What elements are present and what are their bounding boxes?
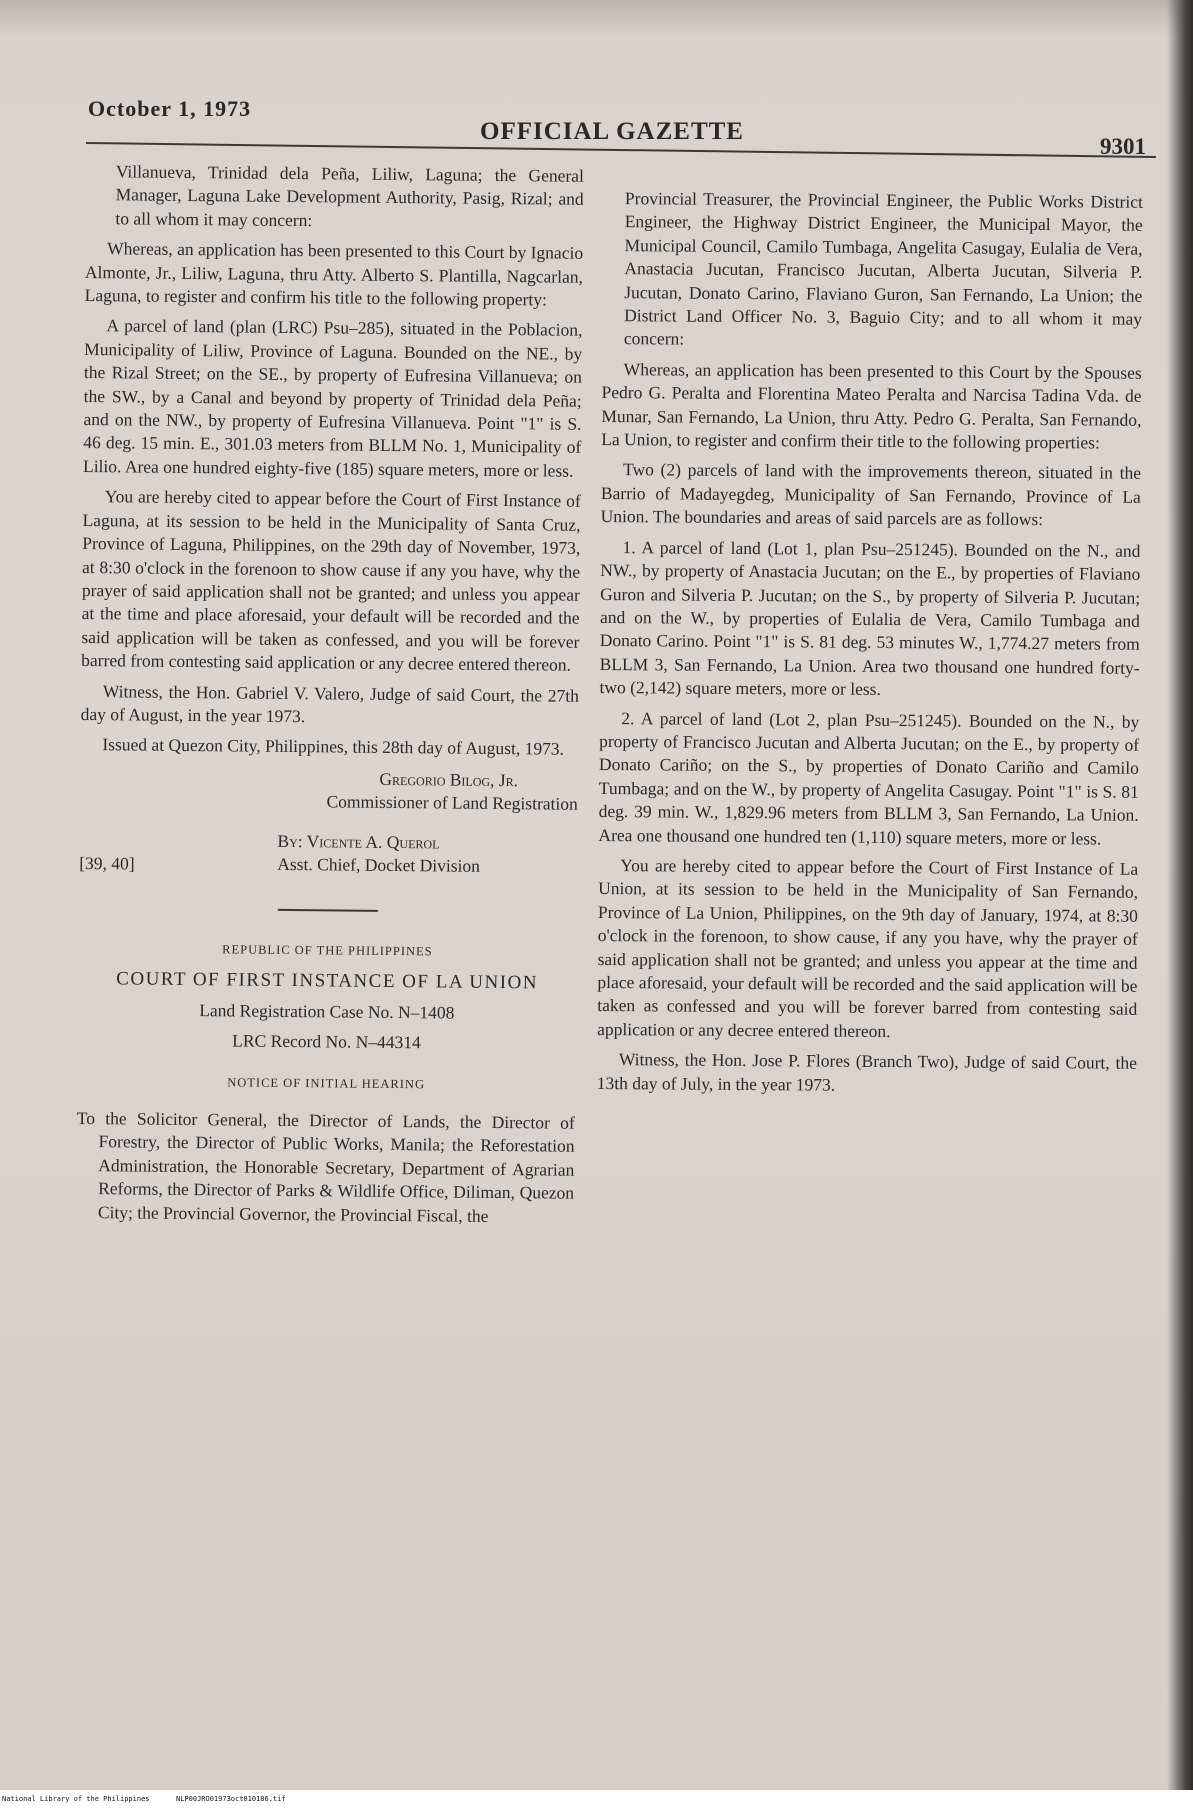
- signer-name: Gregorio Bilog, Jr.: [379, 768, 519, 790]
- issued-paragraph: Issued at Quezon City, Philippines, this 28th day of August, 1973.: [102, 734, 565, 759]
- scan-filename: NLP00JRO01973oct010186.tif: [176, 1795, 286, 1803]
- issue-reference: [39, 40]: [79, 852, 135, 874]
- issue-date: October 1, 1973: [88, 96, 252, 121]
- whereas-paragraph-right: Whereas, an application has been presented to this Court by the Spouses Pedro G. Peralta and Florentina Mateo Peralta and Narcisa Tadina Vda. de Munar, San Fernando, La Union, thru Atty. Pedro G. Peralta, San Fernando, La Union, to register and confirm their title to the following properties:: [601, 358, 1142, 453]
- scan-right-edge: [1167, 0, 1193, 1790]
- gazette-title: OFFICIAL GAZETTE: [480, 118, 744, 145]
- parcels-intro: Two (2) parcels of land with the improvements thereon, situated in the Barrio of Madayegdeg, Municipality of San Fernando, Province of La Union. The boundaries and areas of said parcels are as follows:: [600, 459, 1142, 530]
- parcel-1-description: 1. A parcel of land (Lot 1, plan Psu–251245). Bounded on the N., and NW., by property of Anastacia Jucutan; on the E., by properties of Flaviano Guron and Silveria P. Jucutan; on the S., by property of Silveria P. Jucutan; and on the W., by properties of Eulalia de Vera, Camilo Tumbaga and Donato Carino. Point "1" is S. 81 deg. 53 minutes W., 1,774.27 meters from BLLM 3, San Fernando, La Union. Area two thousand one hundred forty-two (2,142) square meters, more or less.: [599, 536, 1141, 700]
- page-number: 9301: [1100, 134, 1146, 159]
- notice-heading: NOTICE OF INITIAL HEARING: [227, 1074, 426, 1091]
- lrc-record: LRC Record No. N–44314: [232, 1030, 421, 1053]
- scan-footer: [0, 1790, 1193, 1808]
- byline-signer: [277, 829, 577, 879]
- court-heading: COURT OF FIRST INSTANCE OF LA UNION: [116, 968, 539, 994]
- witness-paragraph: Witness, the Hon. Gabriel V. Valero, Judge of said Court, the 27th day of August, in the year 1973.: [80, 680, 579, 727]
- byline-name: By: Vicente A. Querol: [277, 830, 440, 852]
- witness-paragraph-right: Witness, the Hon. Jose P. Flores (Branch Two), Judge of said Court, the 13th day of July, in the year 1973.: [596, 1049, 1137, 1095]
- property-description: A parcel of land (plan (LRC) Psu–285), situated in the Poblacion, Municipality of Liliw, Province of Laguna. Bounded on the NE., by the Rizal Street; on the SE., by property of Eufresina Villanueva; on the SW., by a Canal and beyond by property of Trinidad dela Peña; and on the NW., by property of Eufresina Villanueva. Point "1" is S. 46 deg. 15 min. E., 301.03 meters from BLLM No. 1, Municipality of Lilio. Area one hundred eighty-five (185) square meters, more or less.: [82, 315, 583, 481]
- republic-heading: REPUBLIC OF THE PHILIPPINES: [222, 942, 433, 959]
- citation-paragraph-right: You are hereby cited to appear before the Court of First Instance of La Union, at its session to be held in the Municipality of San Fernando, Province of La Union, Philippines, on the 9th day of January, 1974, at 8:30 o'clock in the forenoon, to show cause, if any you have, why the prayer of said application shall not be granted; and unless you appear at the time and place aforesaid, your default will be recorded and the said application will be taken as confessed and you will be forever barred from contesting said application or any decree entered thereon.: [597, 855, 1139, 1041]
- left-column: [76, 160, 584, 1236]
- library-credit: National Library of the Philippines: [2, 1795, 150, 1803]
- byline-block: [79, 828, 577, 880]
- signature-block: [80, 765, 578, 817]
- right-column: [597, 187, 1143, 1106]
- citation-paragraph: You are hereby cited to appear before the Court of First Instance of Laguna, at its session to be held in the Municipality of Santa Cruz, Province of Laguna, Philippines, on the 29th day of November, 1973, at 8:30 o'clock in the forenoon to show cause if any you have, why the prayer of said application shall not be granted; and unless you appear at the time and place aforesaid, your default will be recorded and the said application will be taken as confessed, and you will be forever barred from contesting said application or any decree entered thereon.: [81, 486, 581, 675]
- section-divider: [278, 909, 378, 912]
- signer-title: Commissioner of Land Registration: [326, 791, 578, 814]
- addressee-continuation: Villanueva, Trinidad dela Peña, Liliw, Laguna; the General Manager, Laguna Lake Development Authority, Pasig, Rizal; and to all whom it may concern:: [115, 161, 584, 230]
- parcel-2-description: 2. A parcel of land (Lot 2, plan Psu–251245). Bounded on the N., by property of Francisco Jucutan and Alberta Jucutan; on the E., by property of Donato Cariño; on the S., by properties of Donato Cariño and Camilo Tumbaga; and on the W., by property of Angelita Casugay. Point "1" is S. 81 deg. 39 min. W., 1,829.96 meters from BLLM 3, San Fernando, La Union. Area one thousand one hundred ten (1,110) square meters, more or less.: [598, 707, 1140, 849]
- case-number: Land Registration Case No. N–1408: [199, 999, 455, 1023]
- scan-top-shadow: [0, 0, 1193, 36]
- byline-title: Asst. Chief, Docket Division: [277, 853, 481, 876]
- addressee-paragraph: To the Solicitor General, the Director of Lands, the Director of Forestry, the Director of Public Works, Manila; the Reforestation Administration, the Honorable Secretary, Department of Agrarian Reforms, the Director of Parks & Wildlife Office, Diliman, Quezon City; the Provincial Governor, the Provincial Fiscal, the: [76, 1107, 575, 1226]
- whereas-paragraph: Whereas, an application has been presented to this Court by Ignacio Almonte, Jr., Liliw, Laguna, thru Atty. Alberto S. Plantilla, Nagcarlan, Laguna, to register and confirm his title to the following property:: [84, 238, 584, 310]
- addressee-continuation-right: Provincial Treasurer, the Provincial Engineer, the Public Works District Engineer, the Highway District Engineer, the Municipal Mayor, the Municipal Council, Camilo Tumbaga, Angelita Casugay, Eulalia de Vera, Anastacia Jucutan, Francisco Jucutan, Alberta Jucutan, Silveria P. Jucutan, Donato Carino, Flaviano Guron, San Fernando, La Union; the District Land Officer No. 3, Baguio City; and to all whom it may concern:: [623, 188, 1143, 350]
